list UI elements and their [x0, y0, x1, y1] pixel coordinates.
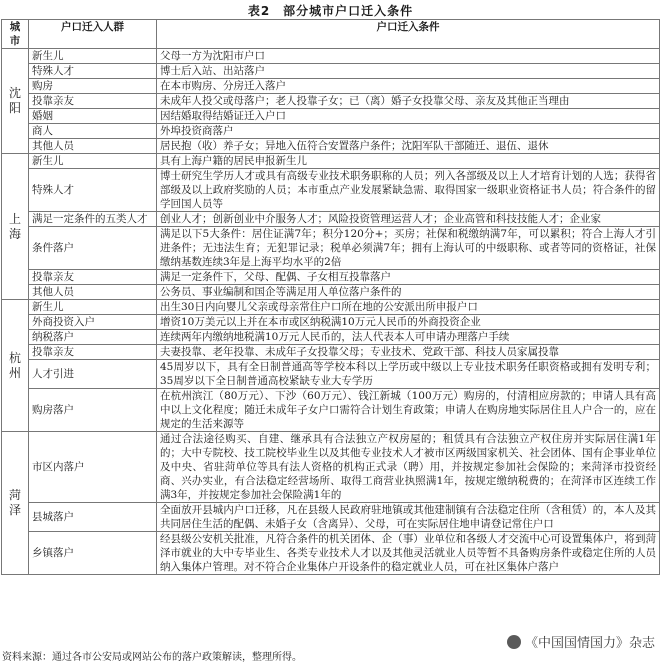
group-cell: 投靠亲友: [29, 345, 157, 360]
table-row: [2, 389, 660, 432]
condition-cell: 博士研究生学历人才或具有高级专业技术职务职称的人员；列入各部级及以上人才培育计划的人选；获得省部级及以上政府奖励的人员；本市重点产业发展紧缺急需、取得国家一级职业资格证书人员；符合条件的留学回国人员等: [157, 169, 660, 212]
group-cell: 市区内落户: [29, 432, 157, 503]
condition-cell: 因结婚取得结婚证迁入户口: [157, 109, 660, 124]
condition-cell: 居民抱（收）养子女；异地入伍符合安置落户条件；沈阳军队干部随迁、退伍、退休: [157, 139, 660, 154]
condition-cell: 经县级公安机关批准，凡符合条件的机关团体、企（事）业单位和各级人才交流中心可设置集体户，将到菏泽市就业的大中专毕业生、各类专业技术人才以及其他灵活就业人员等暂不具备购房条件或稳定住所的人员纳入集体户管理。对不符合企业集体户开设条件的稳定就业人员，可在社区集体户落户: [157, 532, 660, 575]
condition-cell: 外埠投资商落户: [157, 124, 660, 139]
table-row: [2, 345, 660, 360]
source-note: 资料来源：通过各市公安局或网站公布的落户政策解读，整理所得。: [2, 652, 302, 663]
condition-cell: 连续两年内缴纳地税满10万元人民币的，法人代表本人可申请办理落户手续: [157, 330, 660, 345]
condition-cell: 满足一定条件下，父母、配偶、子女相互投靠落户: [157, 270, 660, 285]
group-cell: 商人: [29, 124, 157, 139]
condition-cell: 创业人才；创新创业中介服务人才；风险投资管理运营人才；企业高管和科技技能人才；企业家: [157, 212, 660, 227]
condition-cell: 夫妻投靠、老年投靠、未成年子女投靠父母；专业技术、党政干部、科技人员家属投靠: [157, 345, 660, 360]
header-group: 户口迁入人群: [29, 20, 157, 49]
table-row: [2, 315, 660, 330]
table-row: [2, 285, 660, 300]
city-name: 沈阳: [9, 86, 22, 115]
condition-cell: 通过合法途径购买、自建、继承具有合法独立产权房屋的；租赁具有合法独立产权住房并实际居住满1年的；大中专院校、技工院校毕业生以及其他专业技术人才被市区两级国家机关、社会团体、国有企事业单位及中央、省驻菏单位等具有法人资格的机构正式录（聘）用，并按规定参加社会保险的；来菏泽市投资经商、兴办实业，有合法稳定经营场所、取得工商营业执照满1年，按规定缴纳税费的；在菏泽市区连续工作满3年，并按规定参加社会保险满1年的: [157, 432, 660, 503]
table-row: [2, 212, 660, 227]
group-cell: 县城落户: [29, 503, 157, 532]
condition-cell: 增资10万美元以上并在本市或区纳税满10万元人民币的外商投资企业: [157, 315, 660, 330]
table-row: [2, 300, 660, 315]
group-cell: 条件落户: [29, 227, 157, 270]
group-cell: 新生儿: [29, 154, 157, 169]
group-cell: 新生儿: [29, 300, 157, 315]
condition-cell: 博士后入站、出站落户: [157, 64, 660, 79]
header-row: [2, 20, 660, 49]
group-cell: 婚姻: [29, 109, 157, 124]
table-row: [2, 124, 660, 139]
condition-cell: 45周岁以下，具有全日制普通高等学校本科以上学历或中级以上专业技术职务任职资格或拥有发明专利；35周岁以下全日制普通高校紧缺专业大专学历: [157, 360, 660, 389]
group-cell: 其他人员: [29, 139, 157, 154]
condition-cell: 具有上海户籍的居民申报新生儿: [157, 154, 660, 169]
city-cell: [2, 154, 29, 300]
table-row: [2, 94, 660, 109]
table-row: [2, 227, 660, 270]
group-cell: 满足一定条件的五类人才: [29, 212, 157, 227]
city-name: 杭州: [9, 350, 22, 380]
city-cell: [2, 432, 29, 575]
table-row: [2, 169, 660, 212]
group-cell: 投靠亲友: [29, 94, 157, 109]
group-cell: 特殊人才: [29, 64, 157, 79]
group-cell: 纳税落户: [29, 330, 157, 345]
household-registration-table: [1, 19, 660, 575]
city-name: 上海: [9, 211, 22, 241]
condition-cell: 出生30日内向婴儿父亲或母亲常住户口所在地的公安派出所申报户口: [157, 300, 660, 315]
table-row: [2, 330, 660, 345]
group-cell: 其他人员: [29, 285, 157, 300]
magazine-watermark: [507, 632, 655, 651]
city-cell: [2, 49, 29, 154]
condition-cell: 全面放开县城内户口迁移，凡在县级人民政府驻地镇或其他建制镇有合法稳定住所（含租赁）的，本人及其共同居住生活的配偶、未婚子女（含离异）、父母，可在实际居住地申请登记常住户口: [157, 503, 660, 532]
condition-cell: 在本市购房、分房迁入落户: [157, 79, 660, 94]
table-row: [2, 532, 660, 575]
group-cell: 购房: [29, 79, 157, 94]
table-row: [2, 49, 660, 64]
city-cell: [2, 300, 29, 432]
condition-cell: 父母一方为沈阳市户口: [157, 49, 660, 64]
condition-cell: 未成年人投父或母落户；老人投靠子女；已（离）婚子女投靠父母、亲友及其他正当理由: [157, 94, 660, 109]
table-row: [2, 154, 660, 169]
wechat-icon: [507, 635, 521, 649]
group-cell: 乡镇落户: [29, 532, 157, 575]
table-row: [2, 432, 660, 503]
condition-cell: 公务员、事业编制和国企等满足用人单位落户条件的: [157, 285, 660, 300]
table-row: [2, 79, 660, 94]
header-condition: 户口迁入条件: [157, 20, 660, 49]
group-cell: 特殊人才: [29, 169, 157, 212]
header-city: 城市: [2, 20, 29, 49]
table-row: [2, 64, 660, 79]
table-title: 表2 部分城市户口迁入条件: [247, 4, 414, 18]
table-row: [2, 503, 660, 532]
condition-cell: 满足以下5大条件：居住证满7年；积分120分+；买房；社保和税缴纳满7年，可以累积；符合上海人才引进条件；无违法生育；无犯罪记录；税单必须满7年；拥有上海认可的中级职称、或者等同的资格证，社保缴纳基数连续3年是上海平均水平的2倍: [157, 227, 660, 270]
table-row: [2, 360, 660, 389]
table-row: [2, 109, 660, 124]
city-name: 菏泽: [9, 488, 22, 517]
table-row: [2, 139, 660, 154]
watermark-text: 《中国国情国力》杂志: [524, 636, 655, 651]
group-cell: 人才引进: [29, 360, 157, 389]
group-cell: 新生儿: [29, 49, 157, 64]
table-row: [2, 270, 660, 285]
group-cell: 外商投资入户: [29, 315, 157, 330]
group-cell: 购房落户: [29, 389, 157, 432]
group-cell: 投靠亲友: [29, 270, 157, 285]
condition-cell: 在杭州滨江（80万元）、下沙（60万元）、钱江新城（100万元）购房的，付清相应房款的；申请人具有高中以上文化程度；随迁未成年子女户口需符合计划生育政策；申请人在购房地实际居住且人户合一的，应在规定的生活来源等: [157, 389, 660, 432]
